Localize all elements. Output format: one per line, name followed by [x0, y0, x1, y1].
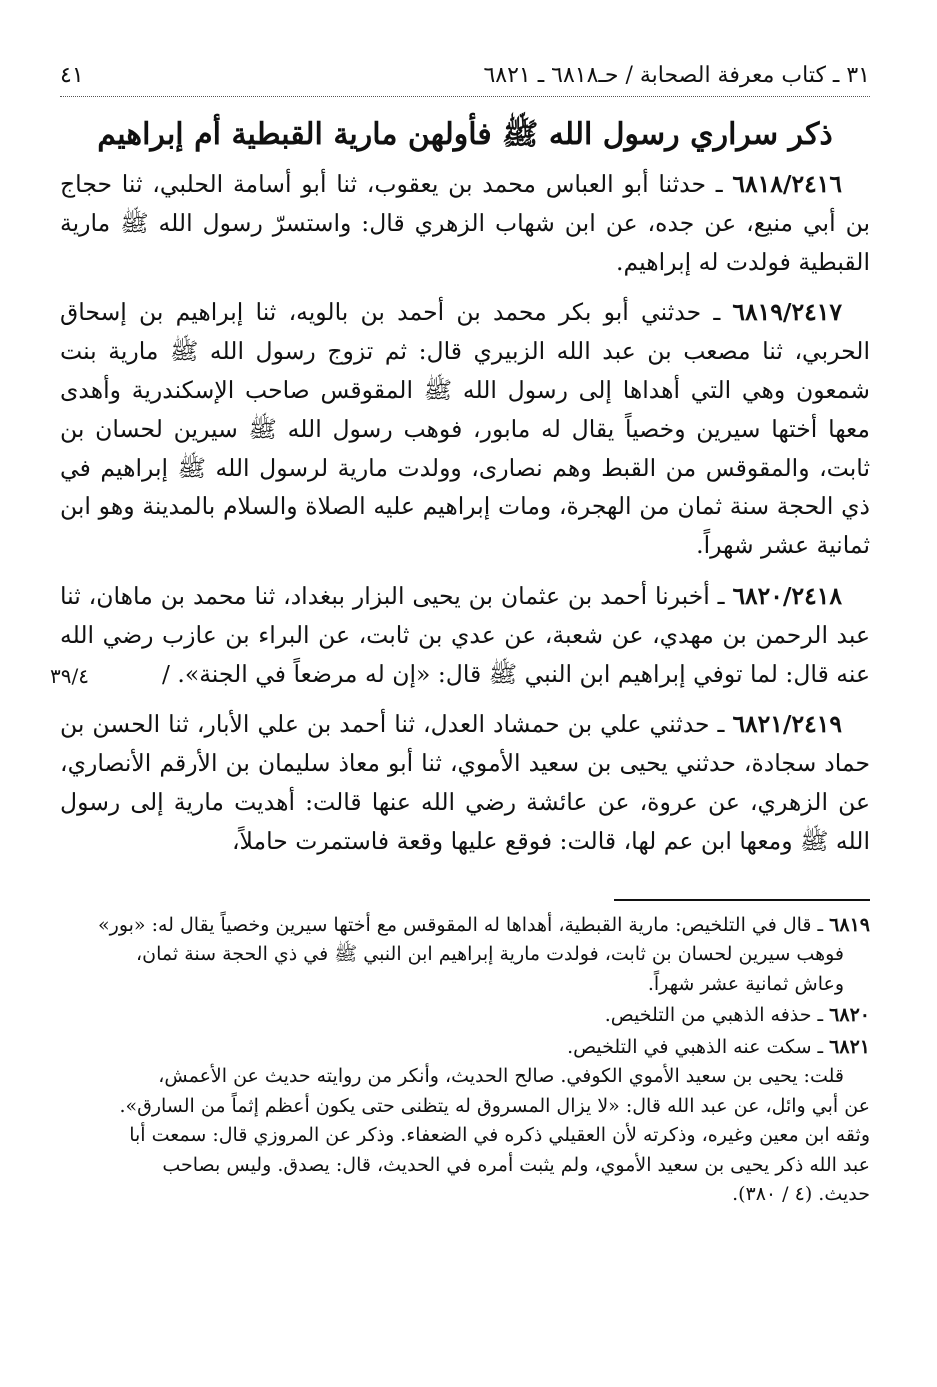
- footnote-number: ٦٨٢١: [829, 1035, 870, 1058]
- margin-page-reference: ٣٩/٤: [50, 664, 89, 689]
- footnote-line: حديث. (٤ / ٣٨٠).: [732, 1183, 870, 1206]
- footnotes: [60, 911, 870, 1210]
- footnote-line: فوهب سيرين لحسان بن ثابت، فولدت مارية إبراهيم ابن النبي ﷺ في ذي الحجة سنة ثمان،: [136, 943, 844, 966]
- footnote-separator: [614, 899, 870, 901]
- footnote-line: وعاش ثمانية عشر شهراً.: [647, 972, 844, 995]
- hadith-number: ٦٨٢١/٢٤١٩: [732, 710, 842, 739]
- footnote-line: ـ سكت عنه الذهبي في التلخيص.: [567, 1035, 824, 1058]
- hadith-number: ٦٨١٩/٢٤١٧: [732, 298, 842, 327]
- footnote: [60, 1033, 870, 1210]
- running-header: [60, 58, 870, 97]
- footnote-line: قلت: يحيى بن سعيد الأموي الكوفي. صالح الحديث، وأنكر من روايته حديث عن الأعمش،: [158, 1065, 844, 1088]
- hadith-text: ـ حدثني أبو بكر محمد بن أحمد بن بالويه، ثنا إبراهيم بن إسحاق الحربي، ثنا مصعب بن عبد الله الزبيري قال: ثم تزوج رسول الله ﷺ مارية بنت شمعون وهي التي أهداها إلى رسول الله ﷺ المقوقس صاحب الإسكندرية وأهدى معها أختها سيرين وخصياً يقال له مابور، فوهب رسول الله ﷺ سيرين لحسان بن ثابت، والمقوقس من القبط وهم نصارى، وولدت مارية لرسول الله ﷺ إبراهيم في ذي الحجة سنة ثمان من الهجرة، ومات إبراهيم عليه الصلاة والسلام بالمدينة وهو ابن ثمانية عشر شهراً.: [60, 298, 870, 560]
- hadith-number: ٦٨٢٠/٢٤١٨: [732, 581, 842, 610]
- hadith-entry: [60, 165, 870, 281]
- footnote-line: عن أبي وائل، عن عبد الله قال: «لا يزال المسروق له يتظنى حتى يكون أعظم إثماً من السارق».: [119, 1094, 870, 1117]
- footnote-number: ٦٨٢٠: [829, 1004, 870, 1027]
- book-page: [50, 58, 870, 1212]
- footnote-line: عبد الله ذكر يحيى بن سعيد الأموي، ولم يثبت أمره في الحديث، قال: يصدق. وليس بصاحب: [162, 1153, 870, 1176]
- hadith-text: ـ حدثني علي بن حمشاد العدل، ثنا أحمد بن علي الأبار، ثنا الحسن بن حماد سجادة، حدثني يحيى بن سعيد الأموي، ثنا أبو معاذ سليمان بن الأرقم الأنصاري، عن الزهري، عن عروة، عن عائشة رضي الله عنها قالت: أهديت مارية إلى رسول الله ﷺ ومعها ابن عم لها، قالت: فوقع عليها وقعة فاستمرت حاملاً،: [60, 710, 870, 855]
- footnote: [60, 911, 870, 1000]
- section-title: ذكر سراري رسول الله ﷺ فأولهن مارية القبطية أم إبراهيم: [97, 117, 833, 152]
- footnote-line: ـ حذفه الذهبي من التلخيص.: [604, 1004, 824, 1027]
- hadith-number: ٦٨١٨/٢٤١٦: [732, 170, 842, 198]
- page-number: ٤١: [60, 63, 84, 88]
- footnote-line: ـ قال في التلخيص: مارية القبطية، أهداها له المقوقس مع أختها سيرين وخصياً يقال له: «بور»: [98, 913, 824, 936]
- hadith-entry: [60, 293, 870, 565]
- running-title: ٣١ ـ كتاب معرفة الصحابة / حـ٦٨١٨ ـ ٦٨٢١: [483, 63, 870, 88]
- hadith-entry: [50, 577, 870, 693]
- hadith-text: ـ أخبرنا أحمد بن عثمان بن يحيى البزار ببغداد، ثنا محمد بن ماهان، ثنا عبد الرحمن بن مهدي، عن شعبة، عن عدي بن ثابت، عن البراء بن عازب رضي الله عنه قال: لما توفي إبراهيم ابن النبي ﷺ قال: «إن له مرضعاً في الجنة». /: [60, 581, 870, 688]
- footnote-line: وثقه ابن معين وغيره، وذكرته لأن العقيلي ذكره في الضعفاء. وذكر عن المروزي قال: سمعت أبا: [129, 1124, 870, 1147]
- footnote-number: ٦٨١٩: [829, 913, 870, 936]
- hadith-entry: [60, 705, 870, 860]
- hadith-text: ـ حدثنا أبو العباس محمد بن يعقوب، ثنا أبو أسامة الحلبي، ثنا حجاج بن أبي منيع، عن جده، عن ابن شهاب الزهري قال: واستسرّ رسول الله ﷺ مارية القبطية فولدت له إبراهيم.: [60, 170, 870, 276]
- footnote: [60, 1001, 870, 1031]
